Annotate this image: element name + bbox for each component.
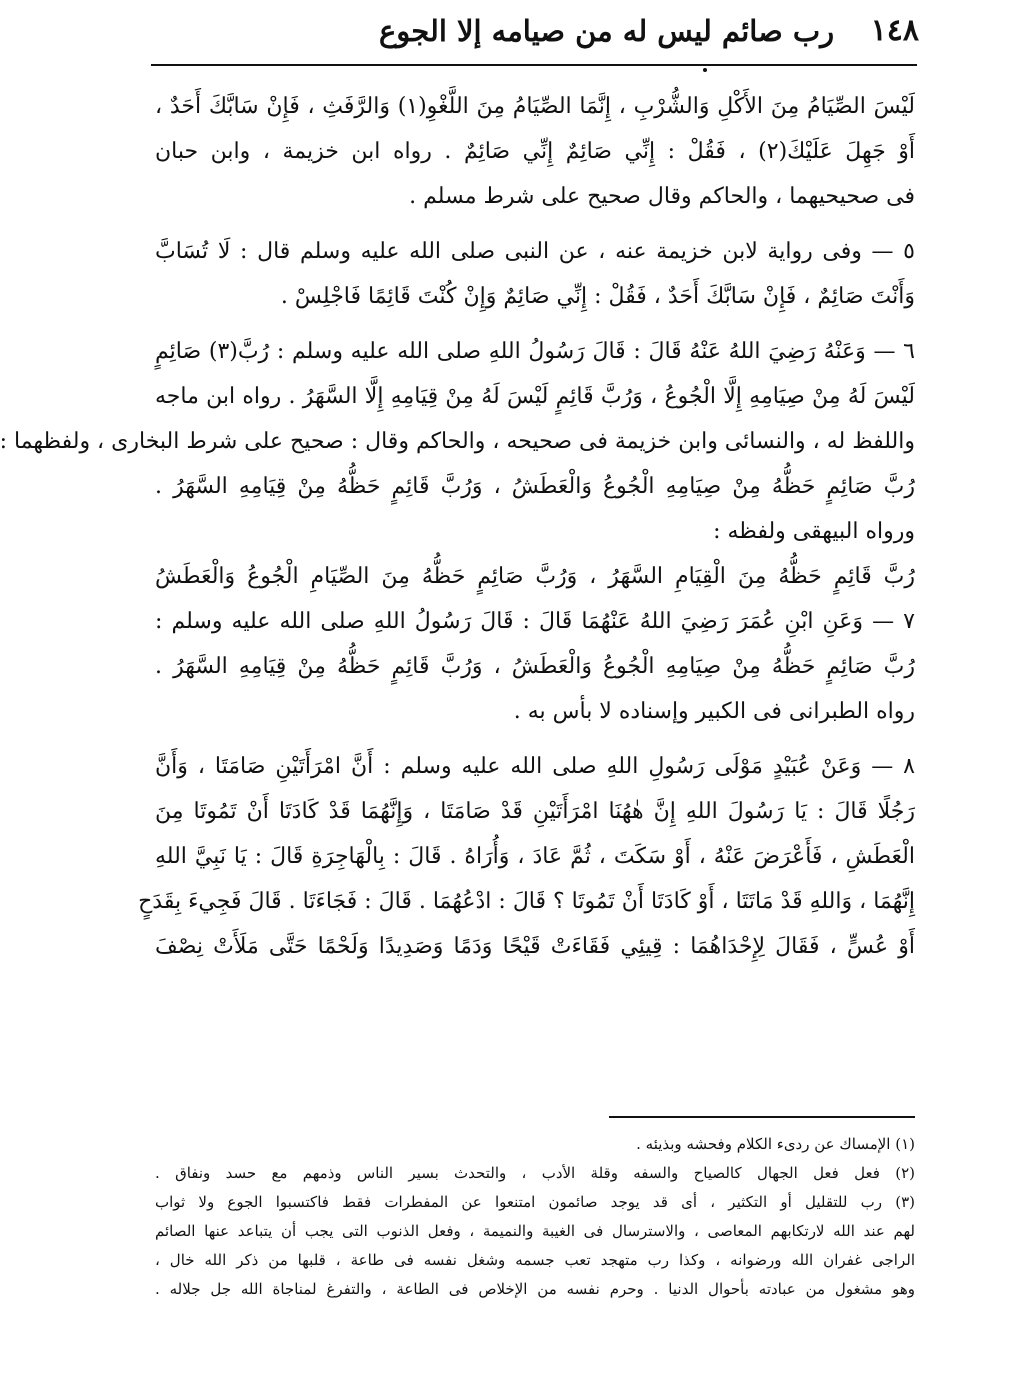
main-text — [0, 84, 915, 1104]
running-title: رب صائم ليس له من صيامه إلا الجوع — [379, 13, 835, 48]
hadith-8-line: أَوْ عُسٍّ ، فَقَالَ لِإِحْدَاهُمَا : قِيئِي فَقَاءَتْ قَيْحًا وَدَمًا وَصَدِيدًا وَلَحْمًا حَتَّى مَلَأَتْ نِصْفَ — [155, 934, 915, 959]
footnote-2: (٢) فعل فعل الجهال كالصياح والسفه وقلة الأدب ، والتحدث بسير الناس وذمهم مع حسد ونفاق . — [155, 1164, 915, 1182]
header-rule — [151, 64, 917, 66]
hadith-8-line: الْعَطَشِ ، فَأَعْرَضَ عَنْهُ ، أَوْ سَكَتَ ، ثُمَّ عَادَ ، وَأُرَاهُ . قَالَ : بِالْهَاجِرَةِ قَالَ : يَا نَبِيَّ اللهِ — [155, 844, 915, 869]
footnote-1: (١) الإمساك عن ردىء الكلام وفحشه وبذيئه . — [636, 1135, 915, 1153]
hadith-6-line: ورواه البيهقى ولفظه : — [713, 519, 915, 544]
footnote-3-cont: لهم عند الله لارتكابهم المعاصى ، والاسترسال فى الغيبة والنميمة ، وفعل الذنوب التى يجب أن يتباعد عنها الصائم — [155, 1222, 915, 1240]
footnotes — [155, 1130, 915, 1330]
footnote-3-cont: وهو مشغول من عبادته بأحوال الدنيا . وحرم نفسه من الإخلاص فى الطاعة ، والتفرغ لمناجاة الله جل جلاله . — [155, 1280, 915, 1298]
hadith-8-line: إِنَّهُمَا ، وَاللهِ قَدْ مَاتَتَا ، أَوْ كَادَتَا أَنْ تَمُوتَا ؟ قَالَ : ادْعُهُمَا . قَالَ : فَجَاءَتَا . قَالَ فَجِيءَ بِقَدَحٍ — [138, 889, 915, 914]
hadith-7-line: رُبَّ صَائِمٍ حَظُّهُ مِنْ صِيَامِهِ الْجُوعُ وَالْعَطَشُ ، وَرُبَّ قَائِمٍ حَظُّهُ مِنْ قِيَامِهِ السَّهَرُ . — [155, 654, 915, 679]
text-line: لَيْسَ الصِّيَامُ مِنَ الأَكْلِ وَالشُّرْبِ ، إِنَّمَا الصِّيَامُ مِنَ اللَّغْوِ(١) وَالرَّفَثِ ، فَإِنْ سَابَّكَ أَحَدٌ ، — [155, 94, 915, 119]
footnote-3: (٣) رب للتقليل أو التكثير ، أى قد يوجد صائمون امتنعوا عن المفطرات فقط فاكتسبوا الجوع ولا ثواب — [155, 1193, 915, 1211]
page-header — [149, 4, 919, 58]
hadith-6-line: واللفظ له ، والنسائى وابن خزيمة فى صحيحه ، والحاكم وقال : صحيح على شرط البخارى ، ولفظهما : — [0, 429, 915, 454]
hadith-8-line: رَجُلًا قَالَ : يَا رَسُولَ اللهِ إِنَّ هٰهُنَا امْرَأَتَيْنِ قَدْ صَامَتَا ، وَإِنَّهُمَا قَدْ كَادَتَا أَنْ تَمُوتَا مِنَ — [155, 799, 915, 824]
footnote-rule — [609, 1116, 915, 1118]
hadith-8-line: ٨ — وَعَنْ عُبَيْدٍ مَوْلَى رَسُولِ اللهِ صلى الله عليه وسلم : أَنَّ امْرَأَتَيْنِ صَامَتَا ، وَأَنَّ — [155, 754, 915, 779]
hadith-5-line: ٥ — وفى رواية لابن خزيمة عنه ، عن النبى صلى الله عليه وسلم قال : لَا تُسَابَّ — [155, 239, 915, 264]
text-line: فى صحيحيهما ، والحاكم وقال صحيح على شرط مسلم . — [409, 184, 915, 209]
hadith-5-line: وَأَنْتَ صَائِمٌ ، فَإِنْ سَابَّكَ أَحَدٌ ، فَقُلْ : إِنِّي صَائِمٌ وَإِنْ كُنْتَ قَائِمًا فَاجْلِسْ . — [280, 284, 915, 309]
hadith-6-line: رُبَّ قَائِمٍ حَظُّهُ مِنَ الْقِيَامِ السَّهَرُ ، وَرُبَّ صَائِمٍ حَظُّهُ مِنَ الصِّيَامِ الْجُوعُ وَالْعَطَشُ — [155, 564, 915, 589]
hadith-6-line: رُبَّ صَائِمٍ حَظُّهُ مِنْ صِيَامِهِ الْجُوعُ وَالْعَطَشُ ، وَرُبَّ قَائِمٍ حَظُّهُ مِنْ قِيَامِهِ السَّهَرُ . — [155, 474, 915, 499]
hadith-7-line: ٧ — وَعَنِ ابْنِ عُمَرَ رَضِيَ اللهُ عَنْهُمَا قَالَ : قَالَ رَسُولُ اللهِ صلى الله عليه وسلم : — [155, 609, 915, 634]
header-dot — [703, 68, 707, 72]
hadith-6-line: لَيْسَ لَهُ مِنْ صِيَامِهِ إِلَّا الْجُوعُ ، وَرُبَّ قَائِمٍ لَيْسَ لَهُ مِنْ قِيَامِهِ إِلَّا السَّهَرُ . رواه ابن ماجه — [155, 384, 915, 409]
hadith-6-line: ٦ — وَعَنْهُ رَضِيَ اللهُ عَنْهُ قَالَ : قَالَ رَسُولُ اللهِ صلى الله عليه وسلم : رُبَّ(٣) صَائِمٍ — [155, 339, 915, 364]
hadith-7-line: رواه الطبرانى فى الكبير وإسناده لا بأس به . — [513, 699, 915, 724]
text-line: أَوْ جَهِلَ عَلَيْكَ(٢) ، فَقُلْ : إِنِّي صَائِمٌ إِنِّي صَائِمٌ . رواه ابن خزيمة ، وابن حبان — [155, 139, 915, 164]
footnote-3-cont: الراجى غفران الله ورضوانه ، وكذا رب متهجد تعب جسمه وشغل نفسه فى طاعة ، قلبها من ذكر الله خال ، — [155, 1251, 915, 1269]
page-number: ١٤٨ — [870, 13, 919, 48]
